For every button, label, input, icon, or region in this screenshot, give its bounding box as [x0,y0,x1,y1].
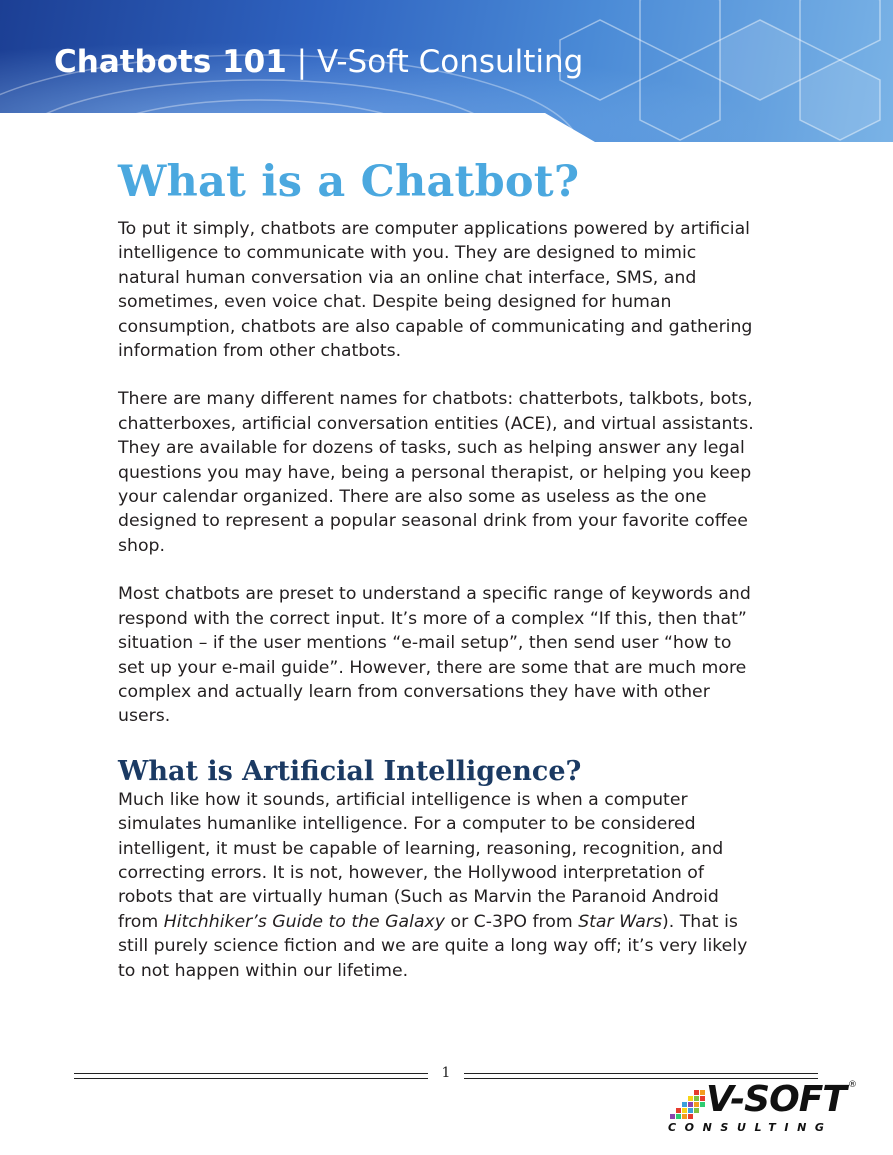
page-number: 1 [441,1065,451,1081]
paragraph-1: To put it simply, chatbots are computer applications powered by artificial intelligence to communicate with you. They are designed to mimic natural human conversation via an online chat interface, SMS, and sometimes, even voice chat. Despite being designed for human consumption, chatbots are also capable of communicating and gathering information from other chatbots. [118,219,753,362]
header-banner [0,0,893,142]
header-title [54,40,583,84]
color-pixel-icon [664,1090,708,1120]
logo-subtitle: CONSULTING [668,1121,833,1134]
heading-what-is-ai: What is Artificial Intelligence? [118,755,582,787]
paragraph-ai [118,788,758,983]
footer-rule-left [74,1073,428,1079]
paragraph-ai-start: Much like how it sounds, artificial intelligence is when a computer simulates humanlike intelligence. For a computer to be considered intelligent, it must be capable of learning, reasoning, recognition, and correcting errors. It is not, however, the Hollywood interpretation of robots that are virtually human (Such as Marvin the Paranoid Android from [118,789,724,932]
paragraph-ai-end: ). That is still purely science fiction and we are quite a long way off; it’s very likely to not happen within our lifetime. [118,911,748,981]
paragraph-2: There are many different names for chatbots: chatterbots, talkbots, bots, chatterboxes, artificial conversation entities (ACE), and virtual assistants. They are available for dozens of tasks, such as helping answer any legal questions you may have, being a personal therapist, or helping you keep your calendar organized. There are also some as useless as the one designed to represent a popular seasonal drink from your favorite coffee shop. [118,389,754,556]
italic-star-wars: Star Wars [578,911,662,932]
v-soft-logo [662,1080,862,1140]
paragraph-3: Most chatbots are preset to understand a specific range of keywords and respond with the correct input. It’s more of a complex “If this, then that” situation – if the user mentions “e-mail setup”, then send user “how to set up your e-mail guide”. However, there are some that are much more complex and actually learn from conversations they have with other users. [118,584,751,727]
header-title-rest: | V-Soft Consulting [286,44,584,80]
heading-what-is-chatbot: What is a Chatbot? [118,157,580,207]
main-content [118,150,758,983]
logo-registered-mark: ® [848,1080,857,1090]
logo-wordmark: V-SOFT [706,1079,846,1120]
paragraph-ai-mid: or C-3PO from [445,911,579,932]
header-title-bold: Chatbots 101 [54,44,287,80]
italic-hitchhikers-guide: Hitchhiker’s Guide to the Galaxy [163,911,445,932]
